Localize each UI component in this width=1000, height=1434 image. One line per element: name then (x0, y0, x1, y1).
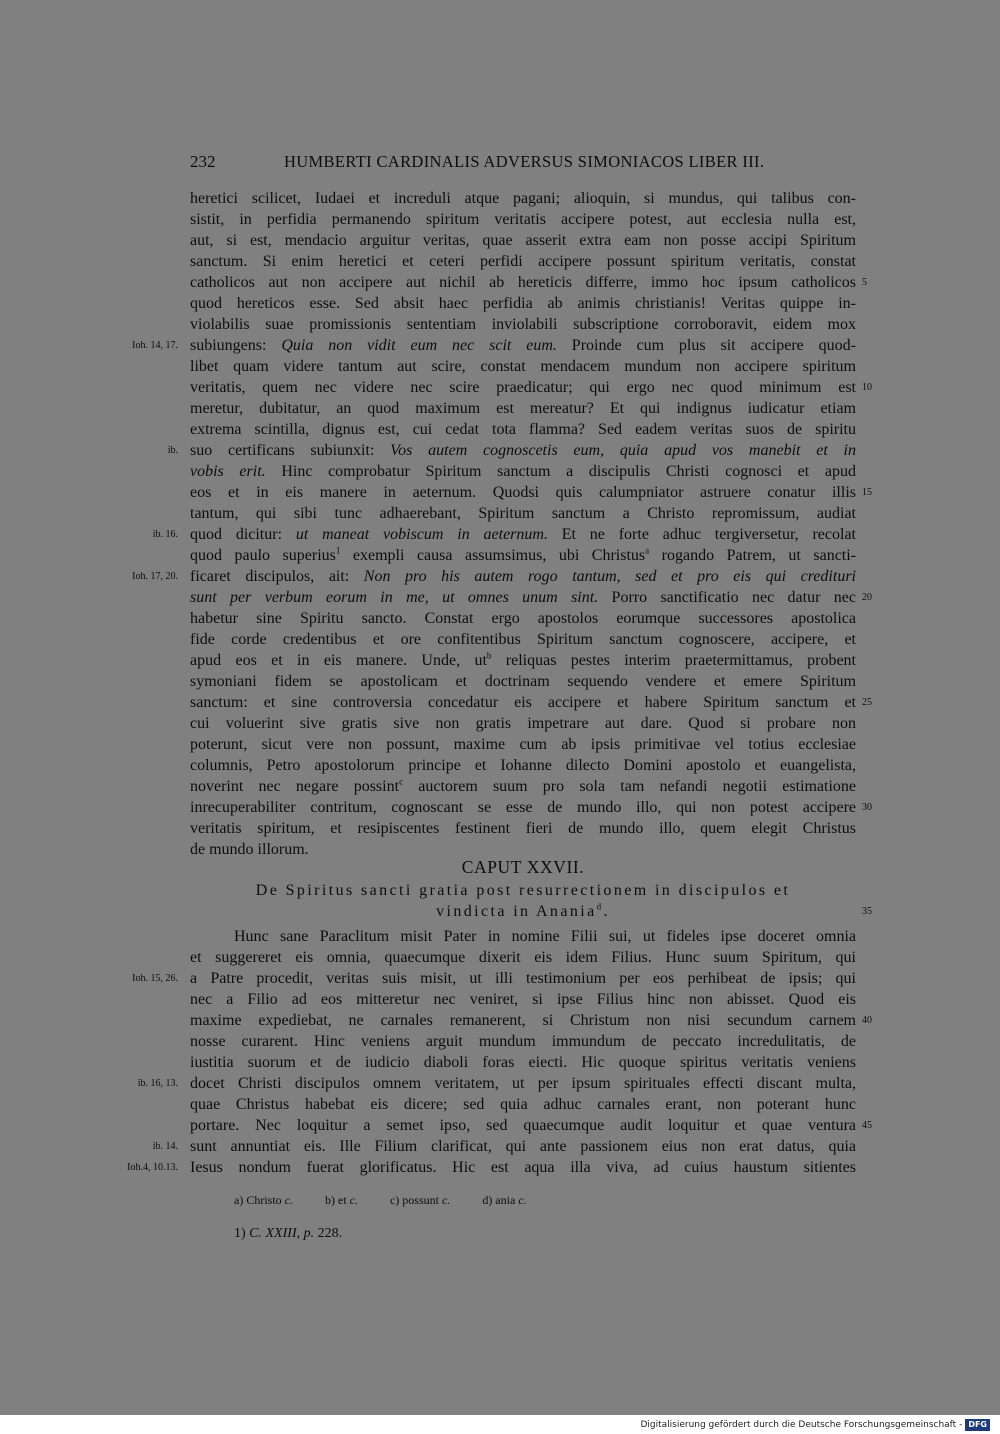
text-line: eos et in eis manere in aeternum. Quodsi quis calumpniator astruere conatur illis (190, 484, 856, 501)
text-line: vobis erit. Hinc comprobatur Spiritum sanctum a discipulis Christi cognosci et apud (190, 463, 856, 480)
line-number: 20 (862, 592, 872, 603)
margin-reference: ib. 16, 13. (137, 1078, 178, 1089)
margin-reference: ib. 14. (152, 1141, 178, 1152)
text-line: aut, si est, mendacio arguitur veritas, quae asserit extra eam non posse accipi Spiritum (190, 232, 856, 249)
footnote-marker: b (486, 650, 492, 661)
chapter-subtitle: De Spiritus sancti gratia post resurrectionem in discipulos et (255, 882, 791, 899)
line-number: 35 (862, 906, 872, 917)
quotation: sunt per verbum eorum in me, ut omnes unum sint. (190, 589, 599, 606)
text-line: subiungens: Quia non vidit eum nec scit eum. Proinde cum plus sit accipere quod- (190, 337, 857, 354)
text-line: iustitia suorum et de iudicio diaboli foras eiecti. Hic quoque spiritus veritatis veniens (190, 1054, 856, 1071)
text-line: ficaret discipulos, ait: Non pro his autem rogo tantum, sed et pro eis qui credituri (190, 568, 856, 585)
text-line: apud eos et in eis manere. Unde, $ut^b$ reliquas pestes interim praetermittamus, probent (190, 650, 857, 669)
text-line: heretici scilicet, Iudaei et increduli atque pagani; alioquin, si mundus, qui talibus con- (190, 190, 856, 207)
quotation: ut maneat vobiscum in aeternum. (295, 526, 548, 543)
page-number: 232 (190, 152, 216, 171)
text-line: quae Christus habebat eis dicere; sed quia adhuc carnales erant, non poterant hunc (190, 1096, 856, 1113)
line-number: 40 (862, 1015, 872, 1026)
page-header (190, 150, 858, 174)
margin-reference: Ioh. 17, 20. (132, 571, 178, 582)
margin-reference: ib. 16. (152, 529, 178, 540)
margin-reference: ib. (167, 445, 178, 456)
text-line: habetur sine Spiritu sancto. Constat ergo apostolos eorumque successores apostolica (190, 610, 856, 627)
text-line: sunt per verbum eorum in me, ut omnes unum sint. Porro sanctificatio nec datur nec (190, 589, 856, 606)
margin-reference: Ioh. 15, 26. (132, 973, 178, 984)
quotation: Non pro his autem rogo tantum, sed et pro eis qui credituri (363, 568, 856, 585)
text-line: veritatis spiritum, et resipiscentes festinent fieri de mundo illo, quem elegit Christus (190, 820, 856, 837)
chapter-subtitle: vindicta in Anania$^d$. (436, 901, 610, 920)
text-line: cui voluerint sive gratis sive non gratis impetrare aut dare. Quod si probare non (190, 715, 856, 732)
line-number: 45 (862, 1120, 872, 1131)
text-line: columnis, Petro apostolorum principe et Iohanne dilecto Domini apostolo et euangelista, (190, 757, 856, 774)
text-line: nosse curarent. Hinc veniens arguit mundum immundum de peccato incredulitatis, de (190, 1033, 856, 1050)
footnote-marker: 1 (335, 545, 341, 556)
text-line: quod dicitur: ut maneat vobiscum in aeternum. Et ne forte adhuc tergiversetur, recolat (190, 526, 856, 543)
text-line: a Patre procedit, veritas suis misit, ut illi testimonium per eos perhibeat de ipsis; qui (190, 970, 856, 987)
text-line: Hunc sane Paraclitum misit Pater in nomine Filii sui, ut fideles ipse doceret omnia (234, 928, 856, 945)
text-line: de mundo illorum. (190, 841, 309, 858)
text-line: extrema scintilla, dignus est, cui cedat tota flamma? Sed eadem veritas suos de spiritu (190, 421, 856, 438)
margin-reference: Ioh.4, 10.13. (127, 1162, 178, 1173)
text-line: veritatis, quem nec videre nec scire praedicatur; qui ergo nec quod minimum est (190, 379, 856, 396)
quotation: Quia non vidit eum nec scit eum. (281, 337, 557, 354)
text-line: docet Christi discipulos omnem veritatem, ut per ipsum spirituales effecti discant multa, (190, 1075, 856, 1092)
text-line: inrecuperabiliter contritum, cognoscant se esse de mundo illo, qui non potest accipere (190, 799, 856, 816)
text-line: catholicos aut non accipere aut nichil ab hereticis differre, immo hoc ipsum catholicos (190, 274, 856, 291)
text-line: symoniani fidem se apostolicam et doctrinam sequendo vendere et emere Spiritum (190, 673, 856, 690)
text-line: sunt annuntiat eis. Ille Filium clarificat, qui ante passionem eius non erat datus, quia (190, 1138, 856, 1155)
text-line: sistit, in perfidia permanendo spiritum veritatis accipere potest, aut ecclesia nulla est, (190, 211, 856, 228)
footnote-marker: d (596, 901, 604, 912)
line-number: 25 (862, 697, 872, 708)
text-line: fide corde credentibus et ore confitentibus Spiritum sanctum cognoscere, accipere, et (190, 631, 856, 648)
text-line: quod hereticos esse. Sed absit haec perfidia ab animis christianis! Veritas quippe in- (190, 295, 856, 312)
apparatus-footnotes: a) Christo c. b) et c. c) possunt c. d) ania c. (234, 1193, 527, 1207)
text-line: nec a Filio ad eos mitteretur nec veniret, si ipse Filius hinc non abisset. Quod eis (190, 991, 856, 1008)
quotation: vobis erit. (190, 463, 266, 480)
text-line: portare. Nec loquitur a semet ipso, sed quaecumque audit loquitur et quae ventura (190, 1117, 856, 1134)
text-line: sanctum. Si enim heretici et ceteri perfidi accipere possunt spiritum veritatis, constat (190, 253, 856, 270)
text-line: tantum, qui sibi tunc adhaerebant, Spiritum sanctum a Christo repromissum, audiat (190, 505, 856, 522)
text-line: poterunt, sicut vere non possunt, maxime cum ab ipsis primitivae vel totius ecclesiae (190, 736, 856, 753)
dfg-logo: DFG (965, 1419, 990, 1431)
text-line: quod paulo superius$^1$ exempli causa assumsimus, ubi Christus$^a$ rogando Patrem, ut sancti- (190, 545, 857, 564)
source-footnote: 1) C. XXIII, p. 228. (234, 1226, 343, 1241)
text-line: maxime expediebat, ne carnales remanerent, si Christum non nisi secundum carnem (190, 1012, 856, 1029)
text-line: libet quam videre tantum aut scire, constat mendacem mundum non accipere spiritum (190, 358, 856, 375)
text-line: et suggereret eis omnia, quaecumque dixerit eis idem Filius. Hunc suum Spiritum, qui (190, 949, 856, 966)
footnote-marker: a (645, 545, 650, 556)
quotation: Vos autem cognoscetis eum, quia apud vos manebit et in (390, 442, 856, 459)
running-head: HUMBERTI CARDINALIS ADVERSUS SIMONIACOS LIBER III. (284, 152, 765, 171)
digitization-credit: Digitalisierung gefördert durch die Deutsche Forschungsgemeinschaft - DFG (640, 1417, 990, 1433)
line-number: 5 (862, 277, 867, 288)
text-line: sanctum: et sine controversia concedatur eis accipere et habere Spiritum sanctum et (190, 694, 856, 711)
text-line: Iesus nondum fuerat glorificatus. Hic est aqua illa viva, ad cuius haustum sitientes (190, 1159, 856, 1176)
text-line: meretur, dubitatur, an quod maximum est mereatur? Et qui indignus iudicatur etiam (190, 400, 856, 417)
chapter-heading: CAPUT XXVII. (461, 857, 585, 877)
line-number: 15 (862, 487, 872, 498)
text-line: violabilis suae promissionis sententiam inviolabili subscriptione corroboravit, eidem mox (190, 316, 856, 333)
footnote-marker: c (399, 776, 404, 787)
text-line: suo certificans subiunxit: Vos autem cognoscetis eum, quia apud vos manebit et in (190, 442, 856, 459)
line-number: 10 (862, 382, 872, 393)
margin-reference: Ioh. 14, 17. (132, 340, 178, 351)
line-number: 30 (862, 802, 872, 813)
text-line: noverint nec negare possint$^c$ auctorem suum pro sola tam nefandi negotii estimatione (190, 776, 857, 795)
